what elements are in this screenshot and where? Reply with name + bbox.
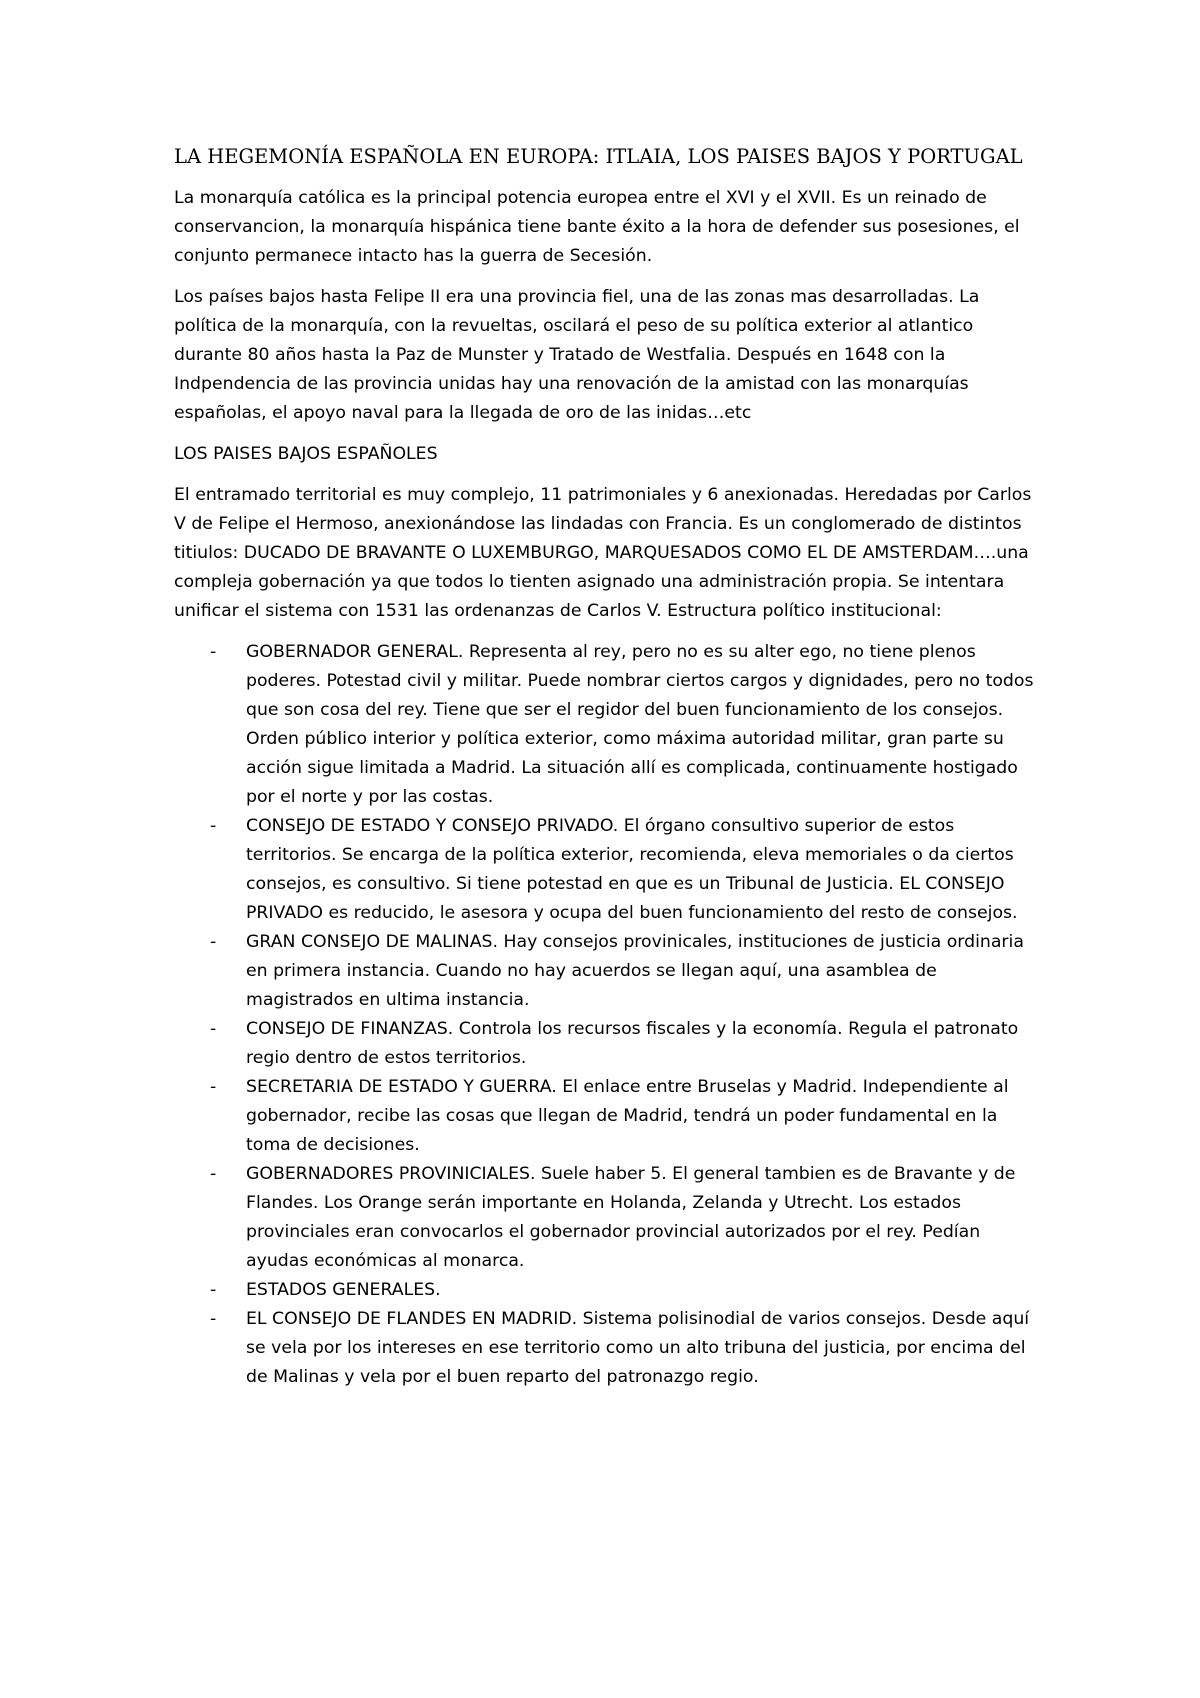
bullet-marker: - [210,642,217,662]
list-item-text: GRAN CONSEJO DE MALINAS. Hay consejos provinicales, instituciones de justicia ordinaria en primera instancia. Cuando no hay acuerdos se llegan aquí, una asamblea de magistrados en ultima instancia. [246,932,1024,1010]
list-item-text: GOBERNADOR GENERAL. Representa al rey, pero no es su alter ego, no tiene plenos poderes. Potestad civil y militar. Puede nombrar ciertos cargos y dignidades, pero no todos que son cosa del rey. Tiene que ser el regidor del buen funcionamiento de los consejos. Orden público interior y política exterior, como máxima autoridad militar, gran parte su acción sigue limitada a Madrid. La situación allí es complicada, continuamente hostigado por el norte y por las costas. [246,642,1034,807]
list-item [174,1073,1044,1160]
paises-bajos-paragraph: Los países bajos hasta Felipe II era una provincia fiel, una de las zonas mas desarrolladas. La política de la monarquía, con la revueltas, oscilará el peso de su política exterior al atlantico durante 80 años hasta la Paz de Munster y Tratado de Westfalia. Después en 1648 con la Indpendencia de las provincia unidas hay una renovación de la amistad con las monarquías españolas, el apoyo naval para la llegada de oro de las inidas…etc [174,287,980,423]
section-heading: LOS PAISES BAJOS ESPAÑOLES [174,444,438,464]
document-body [174,142,1044,1392]
bullet-marker: - [210,1280,217,1300]
list-item [174,1160,1044,1276]
list-item-text: CONSEJO DE FINANZAS. Controla los recursos fiscales y la economía. Regula el patronato regio dentro de estos territorios. [246,1019,1019,1068]
bullet-marker: - [210,1019,217,1039]
institutions-list [174,638,1044,1392]
list-item [174,812,1044,928]
bullet-marker: - [210,1309,217,1329]
bullet-marker: - [210,1077,217,1097]
list-item [174,1276,1044,1305]
list-item [174,638,1044,812]
intro-paragraph: La monarquía católica es la principal potencia europea entre el XVI y el XVII. Es un reinado de conservancion, la monarquía hispánica tiene bante éxito a la hora de defender sus posesiones, el conjunto permanece intacto has la guerra de Secesión. [174,188,1020,266]
document-title: LA HEGEMONÍA ESPAÑOLA EN EUROPA: ITLAIA, LOS PAISES BAJOS Y PORTUGAL [174,145,1023,168]
list-item-text: CONSEJO DE ESTADO Y CONSEJO PRIVADO. El órgano consultivo superior de estos territorios. Se encarga de la política exterior, recomienda, eleva memoriales o da ciertos consejos, es consultivo. Si tiene potestad en que es un Tribunal de Justicia. EL CONSEJO PRIVADO es reducido, le asesora y ocupa del buen funcionamiento del resto de consejos. [246,816,1018,923]
list-item [174,1015,1044,1073]
list-item [174,1305,1044,1392]
section-paragraph: El entramado territorial es muy complejo, 11 patrimoniales y 6 anexionadas. Heredadas por Carlos V de Felipe el Hermoso, anexionándose las lindadas con Francia. Es un conglomerado de distintos titiulos: DUCADO DE BRAVANTE O LUXEMBURGO, MARQUESADOS COMO EL DE AMSTERDAM….una compleja gobernación ya que todos lo tienten asignado una administración propia. Se intentara unificar el sistema con 1531 las ordenanzas de Carlos V. Estructura político institucional: [174,485,1032,621]
list-item [174,928,1044,1015]
list-item-text: GOBERNADORES PROVINICIALES. Suele haber 5. El general tambien es de Bravante y de Flandes. Los Orange serán importante en Holanda, Zelanda y Utrecht. Los estados provinciales eran convocarlos el gobernador provincial autorizados por el rey. Pedían ayudas económicas al monarca. [246,1164,1016,1271]
list-item-text: EL CONSEJO DE FLANDES EN MADRID. Sistema polisinodial de varios consejos. Desde aquí se vela por los intereses en ese territorio como un alto tribuna del justicia, por encima del de Malinas y vela por el buen reparto del patronazgo regio. [246,1309,1030,1387]
bullet-marker: - [210,816,217,836]
list-item-text: SECRETARIA DE ESTADO Y GUERRA. El enlace entre Bruselas y Madrid. Independiente al gobernador, recibe las cosas que llegan de Madrid, tendrá un poder fundamental en la toma de decisiones. [246,1077,1009,1155]
bullet-marker: - [210,932,217,952]
list-item-text: ESTADOS GENERALES. [246,1280,441,1300]
bullet-marker: - [210,1164,217,1184]
